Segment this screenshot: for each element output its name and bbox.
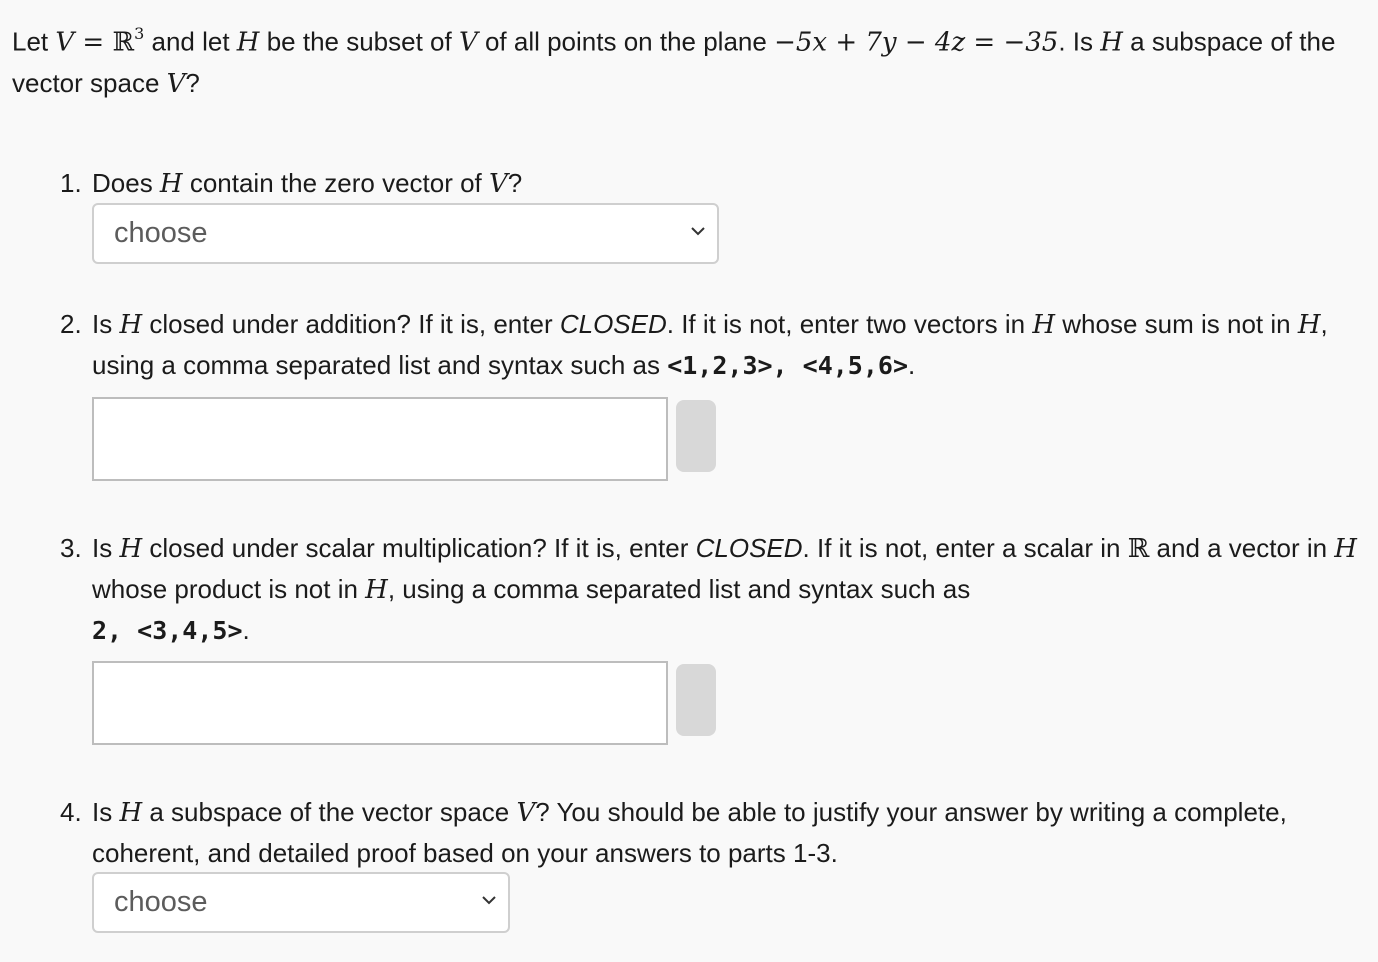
math-h: H — [1297, 310, 1321, 340]
intro-text: . Is — [1058, 26, 1101, 57]
math-reals: ℝ — [1127, 534, 1150, 564]
math-h: H — [1100, 27, 1123, 58]
q-text: whose sum is not in — [1055, 309, 1298, 339]
keyword-closed: CLOSED — [559, 309, 667, 339]
question-3 — [60, 528, 1376, 651]
math-v: V — [55, 27, 75, 58]
question-1 — [60, 163, 1376, 204]
math-exponent: 3 — [134, 24, 145, 43]
math-h: H — [1032, 310, 1056, 340]
q-text: a subspace of the vector space — [142, 797, 517, 827]
syntax-example: 2, <3,4,5> — [92, 616, 243, 645]
math-v: V — [489, 169, 508, 199]
q-text: ? You should be able to justify your answer by writing a complete, coherent, and detailed proof based on your answers to parts 1-3. — [92, 797, 1287, 868]
question-4 — [60, 792, 1376, 873]
math-h: H — [119, 310, 143, 340]
question-number: 2. — [60, 309, 82, 339]
q-text: . — [908, 350, 916, 380]
math-equals: = — [74, 27, 113, 58]
keyword-closed: CLOSED — [695, 533, 803, 563]
math-h: H — [119, 798, 143, 828]
problem-statement — [12, 16, 1372, 104]
syntax-example: <1,2,3>, <4,5,6> — [667, 351, 909, 380]
intro-text: a subspace of the vector space — [12, 26, 1336, 98]
math-h: H — [119, 534, 143, 564]
question-text — [92, 163, 1376, 204]
select-value: choose — [114, 217, 208, 249]
plane-equation: −5x + 7y − 4z = −35 — [774, 27, 1059, 58]
q-text: closed under addition? If it is, enter — [142, 309, 560, 339]
q-text: . — [242, 615, 250, 645]
question-text — [92, 792, 1376, 873]
q2-answer-input[interactable] — [92, 397, 668, 481]
intro-text: of all points on the plane — [477, 26, 775, 57]
math-h: H — [1334, 534, 1357, 564]
q-text: . If it is not, enter two vectors in — [666, 309, 1033, 339]
intro-text: ? — [185, 67, 200, 98]
math-reals: ℝ — [112, 27, 135, 58]
q-text: Is — [92, 309, 120, 339]
chevron-down-icon — [480, 891, 498, 909]
q-text: . If it is not, enter a scalar in — [802, 533, 1128, 563]
q-text: Is — [92, 533, 120, 563]
question-text — [92, 304, 1376, 386]
q-text: Does — [92, 168, 160, 198]
intro-text: Let — [12, 26, 56, 57]
q1-answer-select[interactable] — [92, 203, 719, 264]
chevron-down-icon — [689, 222, 707, 240]
q-text: , using a comma separated list and syntax such as — [92, 309, 1328, 380]
q-text: and a vector in — [1149, 533, 1335, 563]
question-number: 4. — [60, 797, 82, 827]
question-text — [92, 528, 1376, 651]
q-text: contain the zero vector of — [182, 168, 489, 198]
q-text: ? — [507, 168, 523, 198]
math-h: H — [365, 575, 388, 605]
math-v: V — [458, 27, 478, 58]
q-text: Is — [92, 797, 120, 827]
question-number: 3. — [60, 533, 82, 563]
question-2 — [60, 304, 1376, 386]
q4-answer-select[interactable] — [92, 872, 510, 933]
q-text: closed under scalar multiplication? If it is, enter — [142, 533, 696, 563]
math-h: H — [236, 27, 260, 58]
question-number: 1. — [60, 168, 82, 198]
select-value: choose — [114, 886, 208, 918]
q-text: whose product is not in — [92, 574, 366, 604]
q-text: , using a comma separated list and syntax such as — [387, 574, 971, 604]
math-v: V — [516, 798, 536, 828]
q3-answer-input[interactable] — [92, 661, 668, 745]
math-h: H — [159, 169, 183, 199]
math-v: V — [166, 68, 186, 99]
intro-text: and let — [144, 26, 237, 57]
answer-status-pill — [676, 400, 716, 472]
intro-text: be the subset of — [259, 26, 459, 57]
answer-status-pill — [676, 664, 716, 736]
